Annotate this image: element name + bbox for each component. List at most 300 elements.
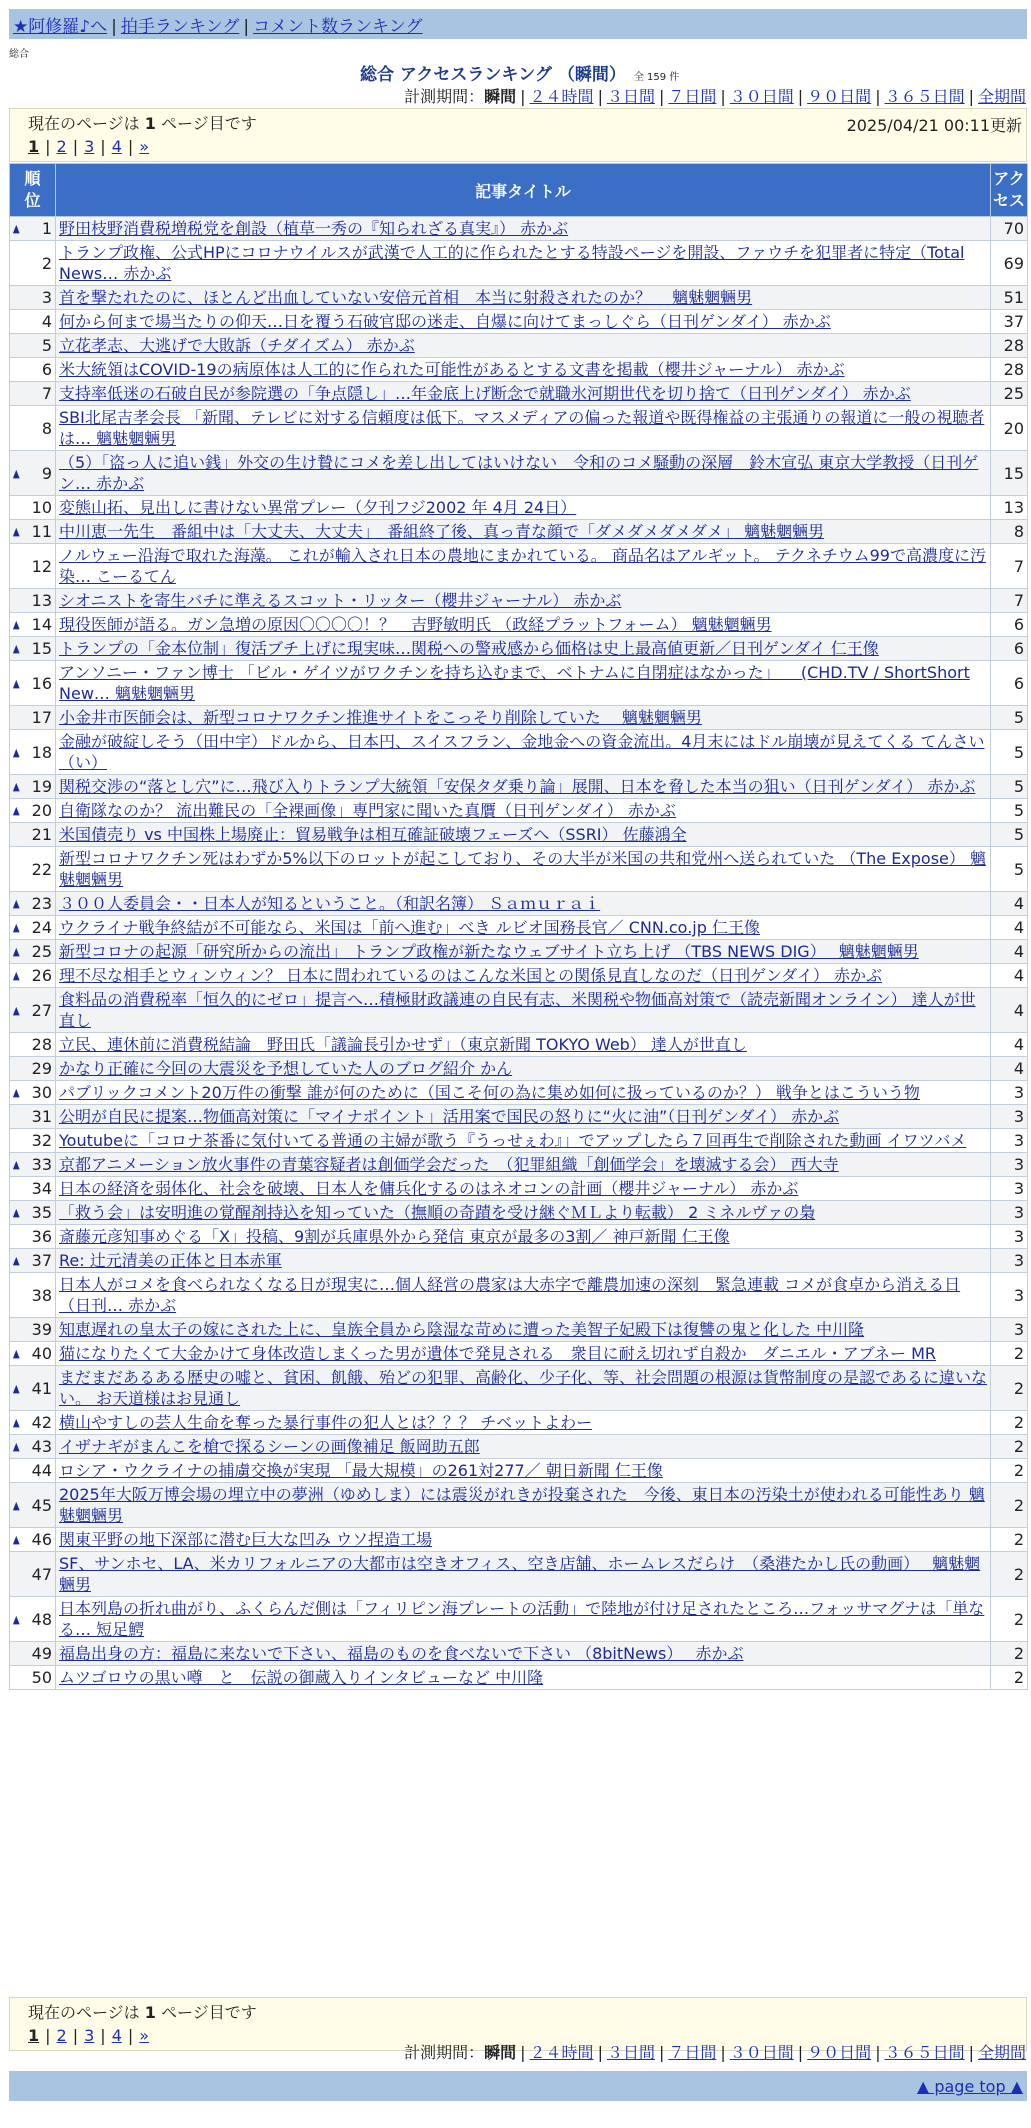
table-row	[10, 1366, 1028, 1411]
access-count: 2	[991, 1435, 1028, 1459]
article-link[interactable]: ムツゴロウの黒い噂 と 伝説の御蔵入りインタビューなど 中川隆	[59, 1668, 544, 1687]
rank-cell	[10, 988, 56, 1033]
rank-number: 39	[31, 1320, 52, 1339]
period-link[interactable]: ３日間	[606, 87, 655, 106]
access-count: 3	[991, 1273, 1028, 1318]
title-cell	[56, 1411, 991, 1435]
rank-number: 31	[31, 1107, 52, 1126]
rank-number: 33	[31, 1155, 52, 1174]
rank-cell	[10, 496, 56, 520]
title-cell	[56, 1249, 991, 1273]
table-row	[10, 217, 1028, 241]
rank-up-arrow-icon: ▲	[12, 1612, 20, 1626]
page-separator: |	[127, 137, 134, 156]
rank-cell	[10, 730, 56, 775]
page-top-link[interactable]: ▲ page top ▲	[916, 2077, 1023, 2096]
rank-number: 11	[31, 522, 52, 541]
period-link[interactable]: 全期間	[977, 87, 1026, 106]
access-count: 2	[991, 1411, 1028, 1435]
access-count: 7	[991, 589, 1028, 613]
rank-cell	[10, 1249, 56, 1273]
rank-number: 22	[31, 859, 52, 879]
rank-up-arrow-icon: ▲	[12, 945, 20, 958]
article-link[interactable]: 野田枝野消費税増税党を創設（植草一秀の『知られざる真実』） 赤かぶ	[59, 219, 569, 238]
rank-number: 13	[31, 591, 52, 610]
table-row	[10, 1318, 1028, 1342]
rank-cell	[10, 1273, 56, 1318]
title-cell	[56, 1528, 991, 1552]
article-link[interactable]: 立花孝志、大逃げで大敗訴（チダイズム） 赤かぶ	[59, 336, 415, 355]
access-count: 15	[991, 451, 1028, 496]
title-cell	[56, 1129, 991, 1153]
rank-number: 5	[41, 336, 52, 355]
title-cell	[56, 613, 991, 637]
access-count: 69	[991, 241, 1028, 286]
rank-number: 26	[31, 966, 52, 985]
rank-cell	[10, 1435, 56, 1459]
rank-cell	[10, 1666, 56, 1690]
rank-number: 28	[31, 1035, 52, 1054]
title-cell	[56, 1666, 991, 1690]
rank-number: 9	[41, 463, 52, 483]
article-link[interactable]: 小金井市医師会は、新型コロナワクチン推進サイトをこっそり削除していた 魑魅魍魎男	[59, 708, 702, 727]
title-cell	[56, 1177, 991, 1201]
article-link[interactable]: 新型コロナの起源「研究所からの流出」 トランプ政権が新たなウェブサイト立ち上げ （TBS NEWS DIG） 魑魅魍魎男	[59, 942, 919, 961]
article-link[interactable]: 関税交渉の“落とし穴”に…飛び入りトランプ大統領「安保タダ乗り論」展開、日本を脅した本当の狙い（日刊ゲンダイ） 赤かぶ	[59, 777, 976, 796]
period-separator: |	[875, 2043, 881, 2062]
article-link[interactable]: 立民、連休前に消費税結論 野田氏「議論長引かせず」（東京新聞 TOKYO Web） 達人が世直し	[59, 1035, 747, 1054]
article-link[interactable]: トランプの「金本位制」復活ブチ上げに現実味…関税への警戒感から価格は史上最高値更新／日刊ゲンダイ 仁王像	[59, 639, 879, 658]
article-link[interactable]: Re: 辻元清美の正体と日本赤軍	[59, 1251, 282, 1270]
article-link[interactable]: トランプ政権、公式HPにコロナウイルスが武漢で人工的に作られたとする特設ページを開設、ファウチを犯罪者に特定（Total News… 赤かぶ	[59, 243, 965, 283]
access-header: アクセス	[991, 164, 1028, 217]
rank-number: 8	[41, 418, 52, 438]
period-link[interactable]: ９０日間	[807, 87, 872, 106]
rank-cell	[10, 358, 56, 382]
rank-cell	[10, 1105, 56, 1129]
table-row	[10, 916, 1028, 940]
rank-up-arrow-icon: ▲	[12, 466, 20, 480]
article-link[interactable]: 知恵遅れの皇太子の嫁にされた上に、皇族全員から陰湿な苛めに遭った美智子妃殿下は復讐の鬼と化した 中川隆	[59, 1320, 865, 1339]
table-row	[10, 1273, 1028, 1318]
period-current: 瞬間	[484, 2043, 517, 2062]
access-count: 6	[991, 613, 1028, 637]
title-cell	[56, 217, 991, 241]
rank-up-arrow-icon: ▲	[12, 804, 20, 817]
article-link[interactable]: 理不尽な相手とウィンウィン？ 日本に問われているのはこんな米国との関係見直しなのだ（日刊ゲンダイ） 赤かぶ	[59, 966, 882, 985]
rank-number: 47	[31, 1564, 52, 1584]
article-link[interactable]: SF、サンホセ、LA、米カリフォルニアの大都市は空きオフィス、空き店舗、ホームレスだらけ （桑港たかし氏の動画） 魑魅魍魎男	[59, 1554, 981, 1594]
access-count: 4	[991, 916, 1028, 940]
title-cell	[56, 1105, 991, 1129]
article-link[interactable]: 猫になりたくて大金かけて身体改造しまくった男が遺体で発見される 衆目に耐え切れず自殺か ダニエル・アブネー MR	[59, 1344, 937, 1363]
period-link[interactable]: ３０日間	[729, 87, 794, 106]
rank-up-arrow-icon: ▲	[12, 676, 20, 690]
access-count: 4	[991, 1057, 1028, 1081]
rank-number: 2	[41, 253, 52, 273]
rank-cell	[10, 775, 56, 799]
access-count: 3	[991, 1129, 1028, 1153]
page-separator: |	[45, 137, 51, 156]
period-link[interactable]: ３６５日間	[884, 87, 965, 106]
rank-number: 29	[31, 1059, 52, 1078]
article-link[interactable]: Youtubeに「コロナ茶番に気付いてる普通の主婦が歌う『うっせぇわ』」でアップしたら７回再生で削除された動画 イワツバメ	[59, 1131, 967, 1150]
period-link[interactable]: ３６５日間	[884, 2043, 965, 2062]
title-cell	[56, 1273, 991, 1318]
rank-cell	[10, 241, 56, 286]
title-cell	[56, 1153, 991, 1177]
access-count: 3	[991, 1249, 1028, 1273]
pagination-top	[9, 108, 1027, 162]
title-cell	[56, 916, 991, 940]
title-cell	[56, 1318, 991, 1342]
rank-number: 7	[41, 384, 52, 403]
rank-cell	[10, 451, 56, 496]
table-row	[10, 1411, 1028, 1435]
access-count: 2	[991, 1459, 1028, 1483]
article-link[interactable]: 関東平野の地下深部に潜む巨大な凹み ウソ捏造工場	[59, 1530, 433, 1549]
article-link[interactable]: 斎藤元彦知事めぐる「X」投稿、9割が兵庫県外から発信 東京が最多の3割／ 神戸新聞 仁王像	[59, 1227, 730, 1246]
title-cell	[56, 382, 991, 406]
rank-up-arrow-icon: ▲	[12, 642, 20, 655]
access-count: 4	[991, 940, 1028, 964]
article-link[interactable]: 米大統領はCOVID-19の病原体は人工的に作られた可能性があるとする文書を掲載（櫻井ジャーナル） 赤かぶ	[59, 360, 845, 379]
table-row	[10, 1666, 1028, 1690]
period-separator: |	[520, 2043, 526, 2062]
access-count: 3	[991, 1153, 1028, 1177]
title-cell	[56, 310, 991, 334]
article-link[interactable]: 何から何まで場当たりの仰天…日を覆う石破官邸の迷走、自爆に向けてまっしぐら（日刊ゲンダイ） 赤かぶ	[59, 312, 831, 331]
table-row	[10, 823, 1028, 847]
table-row	[10, 1642, 1028, 1666]
period-separator: |	[658, 2043, 665, 2062]
access-count: 5	[991, 847, 1028, 892]
article-link[interactable]: ウクライナ戦争終結が不可能なら、米国は「前へ進む」べき ルビオ国務長官／ CNN.co.jp 仁王像	[59, 918, 760, 937]
rank-cell	[10, 613, 56, 637]
table-row	[10, 241, 1028, 286]
rank-cell	[10, 1642, 56, 1666]
article-link[interactable]: 日本列島の折れ曲がり、ふくらんだ側は「フィリピン海プレートの活動」で陸地が付け足されたところ…フォッサマグナは「単なる… 短足鰐	[59, 1599, 985, 1639]
current-page-text: 現在のページは 1 ページ目です	[28, 114, 257, 133]
rank-cell	[10, 286, 56, 310]
rank-cell	[10, 589, 56, 613]
period-separator: |	[597, 87, 603, 106]
table-row	[10, 1342, 1028, 1366]
page-link[interactable]: 3	[84, 137, 95, 156]
access-count: 3	[991, 1081, 1028, 1105]
period-separator: |	[875, 87, 881, 106]
nav-separator: |	[243, 17, 250, 37]
period-link[interactable]: ３０日間	[729, 2043, 794, 2062]
page-link[interactable]: 4	[111, 137, 122, 156]
rank-up-arrow-icon: ▲	[12, 780, 20, 793]
rank-cell	[10, 1366, 56, 1411]
page-link[interactable]: 3	[84, 2026, 95, 2045]
top-nav-bar	[9, 9, 1027, 39]
article-link[interactable]: かなり正確に今回の大震災を予想していた人のブログ紹介 かん	[59, 1059, 513, 1078]
rank-up-arrow-icon: ▲	[12, 1254, 20, 1267]
article-link[interactable]: 日本の経済を弱体化、社会を破壊、日本人を傭兵化するのはネオコンの計画（櫻井ジャーナル） 赤かぶ	[59, 1179, 799, 1198]
table-row	[10, 940, 1028, 964]
article-link[interactable]: 食料品の消費税率「恒久的にゼロ」提言へ…積極財政議連の自民有志、米関税や物価高対策で（読売新聞オンライン） 達人が世直し	[59, 990, 976, 1030]
table-row	[10, 1033, 1028, 1057]
access-count: 28	[991, 358, 1028, 382]
access-count: 4	[991, 1033, 1028, 1057]
article-link[interactable]: 金融が破綻しそう（田中宇）ドルから、日本円、スイスフラン、金地金への資金流出。4月末にはドル崩壊が見えてくる てんさい（い）	[59, 732, 985, 772]
title-cell	[56, 1459, 991, 1483]
comment-ranking-link[interactable]: コメント数ランキング	[253, 17, 423, 37]
period-link[interactable]: ９０日間	[807, 2043, 872, 2062]
title-cell	[56, 1033, 991, 1057]
rank-number: 45	[31, 1495, 52, 1515]
title-cell	[56, 241, 991, 286]
access-count: 3	[991, 1318, 1028, 1342]
applause-ranking-link[interactable]: 拍手ランキング	[120, 17, 240, 37]
article-link[interactable]: 福島出身の方：福島に来ないで下さい、福島のものを食べないで下さい （8bitNews） 赤かぶ	[59, 1644, 744, 1663]
article-link[interactable]: 日本人がコメを食べられなくなる日が現実に…個人経営の農家は大赤字で離農加速の深刻 緊急連載 コメが食卓から消える日（日刊… 赤かぶ	[59, 1275, 961, 1315]
next-page-link[interactable]: »	[139, 2026, 150, 2045]
article-link[interactable]: 「救う会」は安明進の覚醒剤持込を知っていた（撫順の奇蹟を受け継ぐＭＬより転載） 2 ミネルヴァの梟	[59, 1203, 816, 1222]
article-link[interactable]: ロシア・ウクライナの捕虜交換が実現 「最大規模」の261対277／ 朝日新聞 仁王像	[59, 1461, 663, 1480]
access-count: 2	[991, 1528, 1028, 1552]
ranking-table	[9, 163, 1028, 1690]
table-row	[10, 1249, 1028, 1273]
article-link[interactable]: ノルウェー沿海で取れた海藻。 これが輸入され日本の農地にまかれている。 商品名はアルギット。 テクネチウム99で高濃度に汚染… こーるてん	[59, 546, 986, 586]
table-row	[10, 1597, 1028, 1642]
table-row	[10, 1225, 1028, 1249]
table-row	[10, 637, 1028, 661]
title-cell	[56, 358, 991, 382]
bottom-bar	[9, 2071, 1027, 2101]
access-count: 2	[991, 1366, 1028, 1411]
rank-number: 43	[31, 1437, 52, 1456]
rank-number: 49	[31, 1644, 52, 1663]
rank-number: 36	[31, 1227, 52, 1246]
table-row	[10, 1081, 1028, 1105]
rank-up-arrow-icon: ▲	[12, 1206, 20, 1219]
table-row	[10, 1105, 1028, 1129]
rank-up-arrow-icon: ▲	[12, 618, 20, 631]
rank-up-arrow-icon: ▲	[12, 1381, 20, 1395]
period-link[interactable]: 全期間	[977, 2043, 1026, 2062]
article-link[interactable]: 京都アニメーション放火事件の青葉容疑者は創価学会だった （犯罪組織「創価学会」を壊滅する会） 西大寺	[59, 1155, 839, 1174]
period-link[interactable]: ２４時間	[529, 2043, 594, 2062]
rank-cell	[10, 964, 56, 988]
rank-number: 16	[31, 673, 52, 693]
rank-number: 4	[41, 312, 52, 331]
table-row	[10, 1201, 1028, 1225]
title-cell	[56, 334, 991, 358]
article-link[interactable]: 支持率低迷の石破自民が参院選の「争点隠し」…年金底上げ断念で就職氷河期世代を切り捨て（日刊ゲンダイ） 赤かぶ	[59, 384, 911, 403]
rank-number: 50	[31, 1668, 52, 1687]
table-row	[10, 589, 1028, 613]
rank-number: 17	[31, 708, 52, 727]
table-row	[10, 1459, 1028, 1483]
rank-number: 20	[31, 801, 52, 820]
rank-cell	[10, 406, 56, 451]
article-link[interactable]: ３００人委員会・・日本人が知るということ。（和訳名簿） Ｓａｍｕｒａｉ	[59, 894, 601, 913]
title-cell	[56, 706, 991, 730]
rank-cell	[10, 310, 56, 334]
rank-cell	[10, 1177, 56, 1201]
current-page-text: 現在のページは 1 ページ目です	[28, 2003, 257, 2022]
article-link[interactable]: まだまだあるある歴史の嘘と、貧困、飢餓、殆どの犯罪、高齢化、少子化、等、社会問題の根源は貨幣制度の是認であるに違いない。 お天道様はお見通し	[59, 1368, 988, 1408]
access-count: 4	[991, 892, 1028, 916]
article-link[interactable]: 横山やすしの芸人生命を奪った暴行事件の犯人とは？？？ チベットよわー	[59, 1413, 593, 1432]
article-link[interactable]: 現役医師が語る。ガン急増の原因〇〇〇〇！？ 吉野敏明氏 （政経プラットフォーム） 魑魅魍魎男	[59, 615, 772, 634]
table-row	[10, 706, 1028, 730]
period-link[interactable]: ２４時間	[529, 87, 594, 106]
title-cell	[56, 544, 991, 589]
article-link[interactable]: パブリックコメント20万件の衝撃 誰が何のために（国こそ何の為に集め如何に扱っているのか？） 戦争とはこういう物	[59, 1083, 920, 1102]
rank-cell	[10, 1597, 56, 1642]
page-links	[28, 137, 1008, 156]
nav-separator: |	[111, 17, 117, 37]
period-separator: |	[658, 87, 665, 106]
period-current: 瞬間	[484, 87, 517, 106]
rank-number: 27	[31, 1000, 52, 1020]
article-link[interactable]: 新型コロナワクチン死はわずか5%以下のロットが起こしており、その大半が米国の共和党州へ送られていた （The Expose） 魑魅魍魎男	[59, 849, 986, 889]
title-cell	[56, 847, 991, 892]
title-cell	[56, 1597, 991, 1642]
access-count: 13	[991, 496, 1028, 520]
table-row	[10, 988, 1028, 1033]
rank-cell	[10, 1201, 56, 1225]
period-link[interactable]: ３日間	[606, 2043, 655, 2062]
rank-cell	[10, 1528, 56, 1552]
access-count: 25	[991, 382, 1028, 406]
article-link[interactable]: 2025年大阪万博会場の埋立中の夢洲（ゆめしま）には震災がれきが投棄された 今後、東日本の汚染土が使われる可能性あり 魑魅魍魎男	[59, 1485, 985, 1525]
article-link[interactable]: イザナギがまんこを槍で探るシーンの画像補足 飯岡助五郎	[59, 1437, 480, 1456]
title-cell	[56, 940, 991, 964]
period-link[interactable]: ７日間	[668, 2043, 717, 2062]
rank-cell	[10, 1342, 56, 1366]
access-count: 3	[991, 1225, 1028, 1249]
rank-up-arrow-icon: ▲	[12, 222, 20, 235]
period-label: 計測期間：	[404, 87, 485, 106]
table-row	[10, 1177, 1028, 1201]
access-count: 4	[991, 964, 1028, 988]
page-link[interactable]: 2	[56, 2026, 67, 2045]
rank-number: 42	[31, 1413, 52, 1432]
rank-cell	[10, 1153, 56, 1177]
access-count: 6	[991, 637, 1028, 661]
access-count: 5	[991, 730, 1028, 775]
title-cell	[56, 1201, 991, 1225]
article-link[interactable]: SBI北尾吉孝会長 「新聞、テレビに対する信頼度は低下。マスメディアの偏った報道や既得権益の主張通りの報道に一般の視聴者は… 魑魅魍魎男	[59, 408, 985, 448]
rank-cell	[10, 1081, 56, 1105]
table-row	[10, 1435, 1028, 1459]
rank-cell	[10, 637, 56, 661]
rank-number: 44	[31, 1461, 52, 1480]
rank-number: 40	[31, 1344, 52, 1363]
access-count: 7	[991, 544, 1028, 589]
article-link[interactable]: アンソニー・ファン博士 「ビル・ゲイツがワクチンを持ち込むまで、ベトナムに自閉症はなかった」 (CHD.TV / ShortShort New… 魑魅魍魎男	[59, 663, 970, 703]
rank-up-arrow-icon: ▲	[12, 1347, 20, 1360]
rank-cell	[10, 916, 56, 940]
rank-number: 35	[31, 1203, 52, 1222]
home-link[interactable]: ★阿修羅♪へ	[13, 17, 108, 37]
period-link[interactable]: ７日間	[668, 87, 717, 106]
article-link[interactable]: 自衛隊なのか？ 流出難民の「全裸画像」専門家に聞いた真贋（日刊ゲンダイ） 赤かぶ	[59, 801, 676, 820]
page-separator: |	[100, 2026, 106, 2045]
title-cell	[56, 661, 991, 706]
table-header-row	[10, 164, 1028, 217]
rank-up-arrow-icon: ▲	[12, 525, 20, 538]
title-cell	[56, 1552, 991, 1597]
article-link[interactable]: 中川恵一先生 番組中は「大丈夫、大丈夫」 番組終了後、真っ青な顔で「ダメダメダメダメ」 魑魅魍魎男	[59, 522, 825, 541]
table-row	[10, 847, 1028, 892]
rank-number: 12	[31, 556, 52, 576]
access-count: 20	[991, 406, 1028, 451]
rank-number: 25	[31, 942, 52, 961]
updated-timestamp: 2025/04/21 00:11更新	[846, 116, 1022, 135]
article-link[interactable]: 首を撃たれたのに、ほとんど出血していない安倍元首相 本当に射殺されたのか？ 魑魅魍魎男	[59, 288, 753, 307]
access-count: 8	[991, 520, 1028, 544]
title-cell	[56, 520, 991, 544]
access-count: 5	[991, 706, 1028, 730]
period-selector-bottom	[404, 2040, 1026, 2063]
title-cell	[56, 799, 991, 823]
table-row	[10, 1552, 1028, 1597]
page-separator: |	[100, 137, 106, 156]
rank-up-arrow-icon: ▲	[12, 897, 20, 910]
rank-number: 23	[31, 894, 52, 913]
page-link-current: 1	[28, 2026, 40, 2045]
rank-cell	[10, 799, 56, 823]
table-row	[10, 1528, 1028, 1552]
category-label: 総合	[9, 49, 29, 60]
page-link[interactable]: 2	[56, 137, 67, 156]
rank-number: 1	[41, 219, 52, 238]
rank-cell	[10, 1318, 56, 1342]
rank-cell	[10, 520, 56, 544]
rank-number: 10	[31, 498, 52, 517]
table-row	[10, 964, 1028, 988]
access-count: 3	[991, 1201, 1028, 1225]
table-row	[10, 406, 1028, 451]
access-count: 70	[991, 217, 1028, 241]
rank-number: 15	[31, 639, 52, 658]
table-row	[10, 799, 1028, 823]
rank-up-arrow-icon: ▲	[12, 1533, 20, 1546]
page-link[interactable]: 4	[111, 2026, 122, 2045]
article-link[interactable]: 変態山拓、見出しに書けない異常プレー（夕刊フジ2002 年 4月 24日）	[59, 498, 577, 517]
next-page-link[interactable]: »	[139, 137, 150, 156]
article-link[interactable]: （5）「盗っ人に追い銭」外交の生け贄にコメを差し出してはいけない 令和のコメ騒動の深層 鈴木宣弘 東京大学教授（日刊ゲン… 赤かぶ	[59, 453, 979, 493]
title-cell	[56, 637, 991, 661]
article-link[interactable]: シオニストを寄生バチに準えるスコット・リッター（櫻井ジャーナル） 赤かぶ	[59, 591, 622, 610]
access-count: 4	[991, 988, 1028, 1033]
title-cell	[56, 964, 991, 988]
article-link[interactable]: 米国債売り vs 中国株上場廃止：貿易戦争は相互確証破壊フェーズへ（SSRI） 佐藤鴻全	[59, 825, 687, 844]
access-count: 5	[991, 799, 1028, 823]
access-count: 2	[991, 1642, 1028, 1666]
article-link[interactable]: 公明が自民に提案…物価高対策に「マイナポイント」活用案で国民の怒りに“火に油”（日刊ゲンダイ） 赤かぶ	[59, 1107, 840, 1126]
page-separator: |	[72, 137, 79, 156]
rank-number: 34	[31, 1179, 52, 1198]
rank-cell	[10, 1483, 56, 1528]
period-separator: |	[968, 2043, 974, 2062]
table-row	[10, 1057, 1028, 1081]
rank-up-arrow-icon: ▲	[12, 969, 20, 982]
access-count: 51	[991, 286, 1028, 310]
rank-cell	[10, 1552, 56, 1597]
period-selector-top	[404, 84, 1026, 107]
rank-up-arrow-icon: ▲	[12, 921, 20, 934]
title-cell	[56, 1483, 991, 1528]
rank-cell	[10, 1033, 56, 1057]
